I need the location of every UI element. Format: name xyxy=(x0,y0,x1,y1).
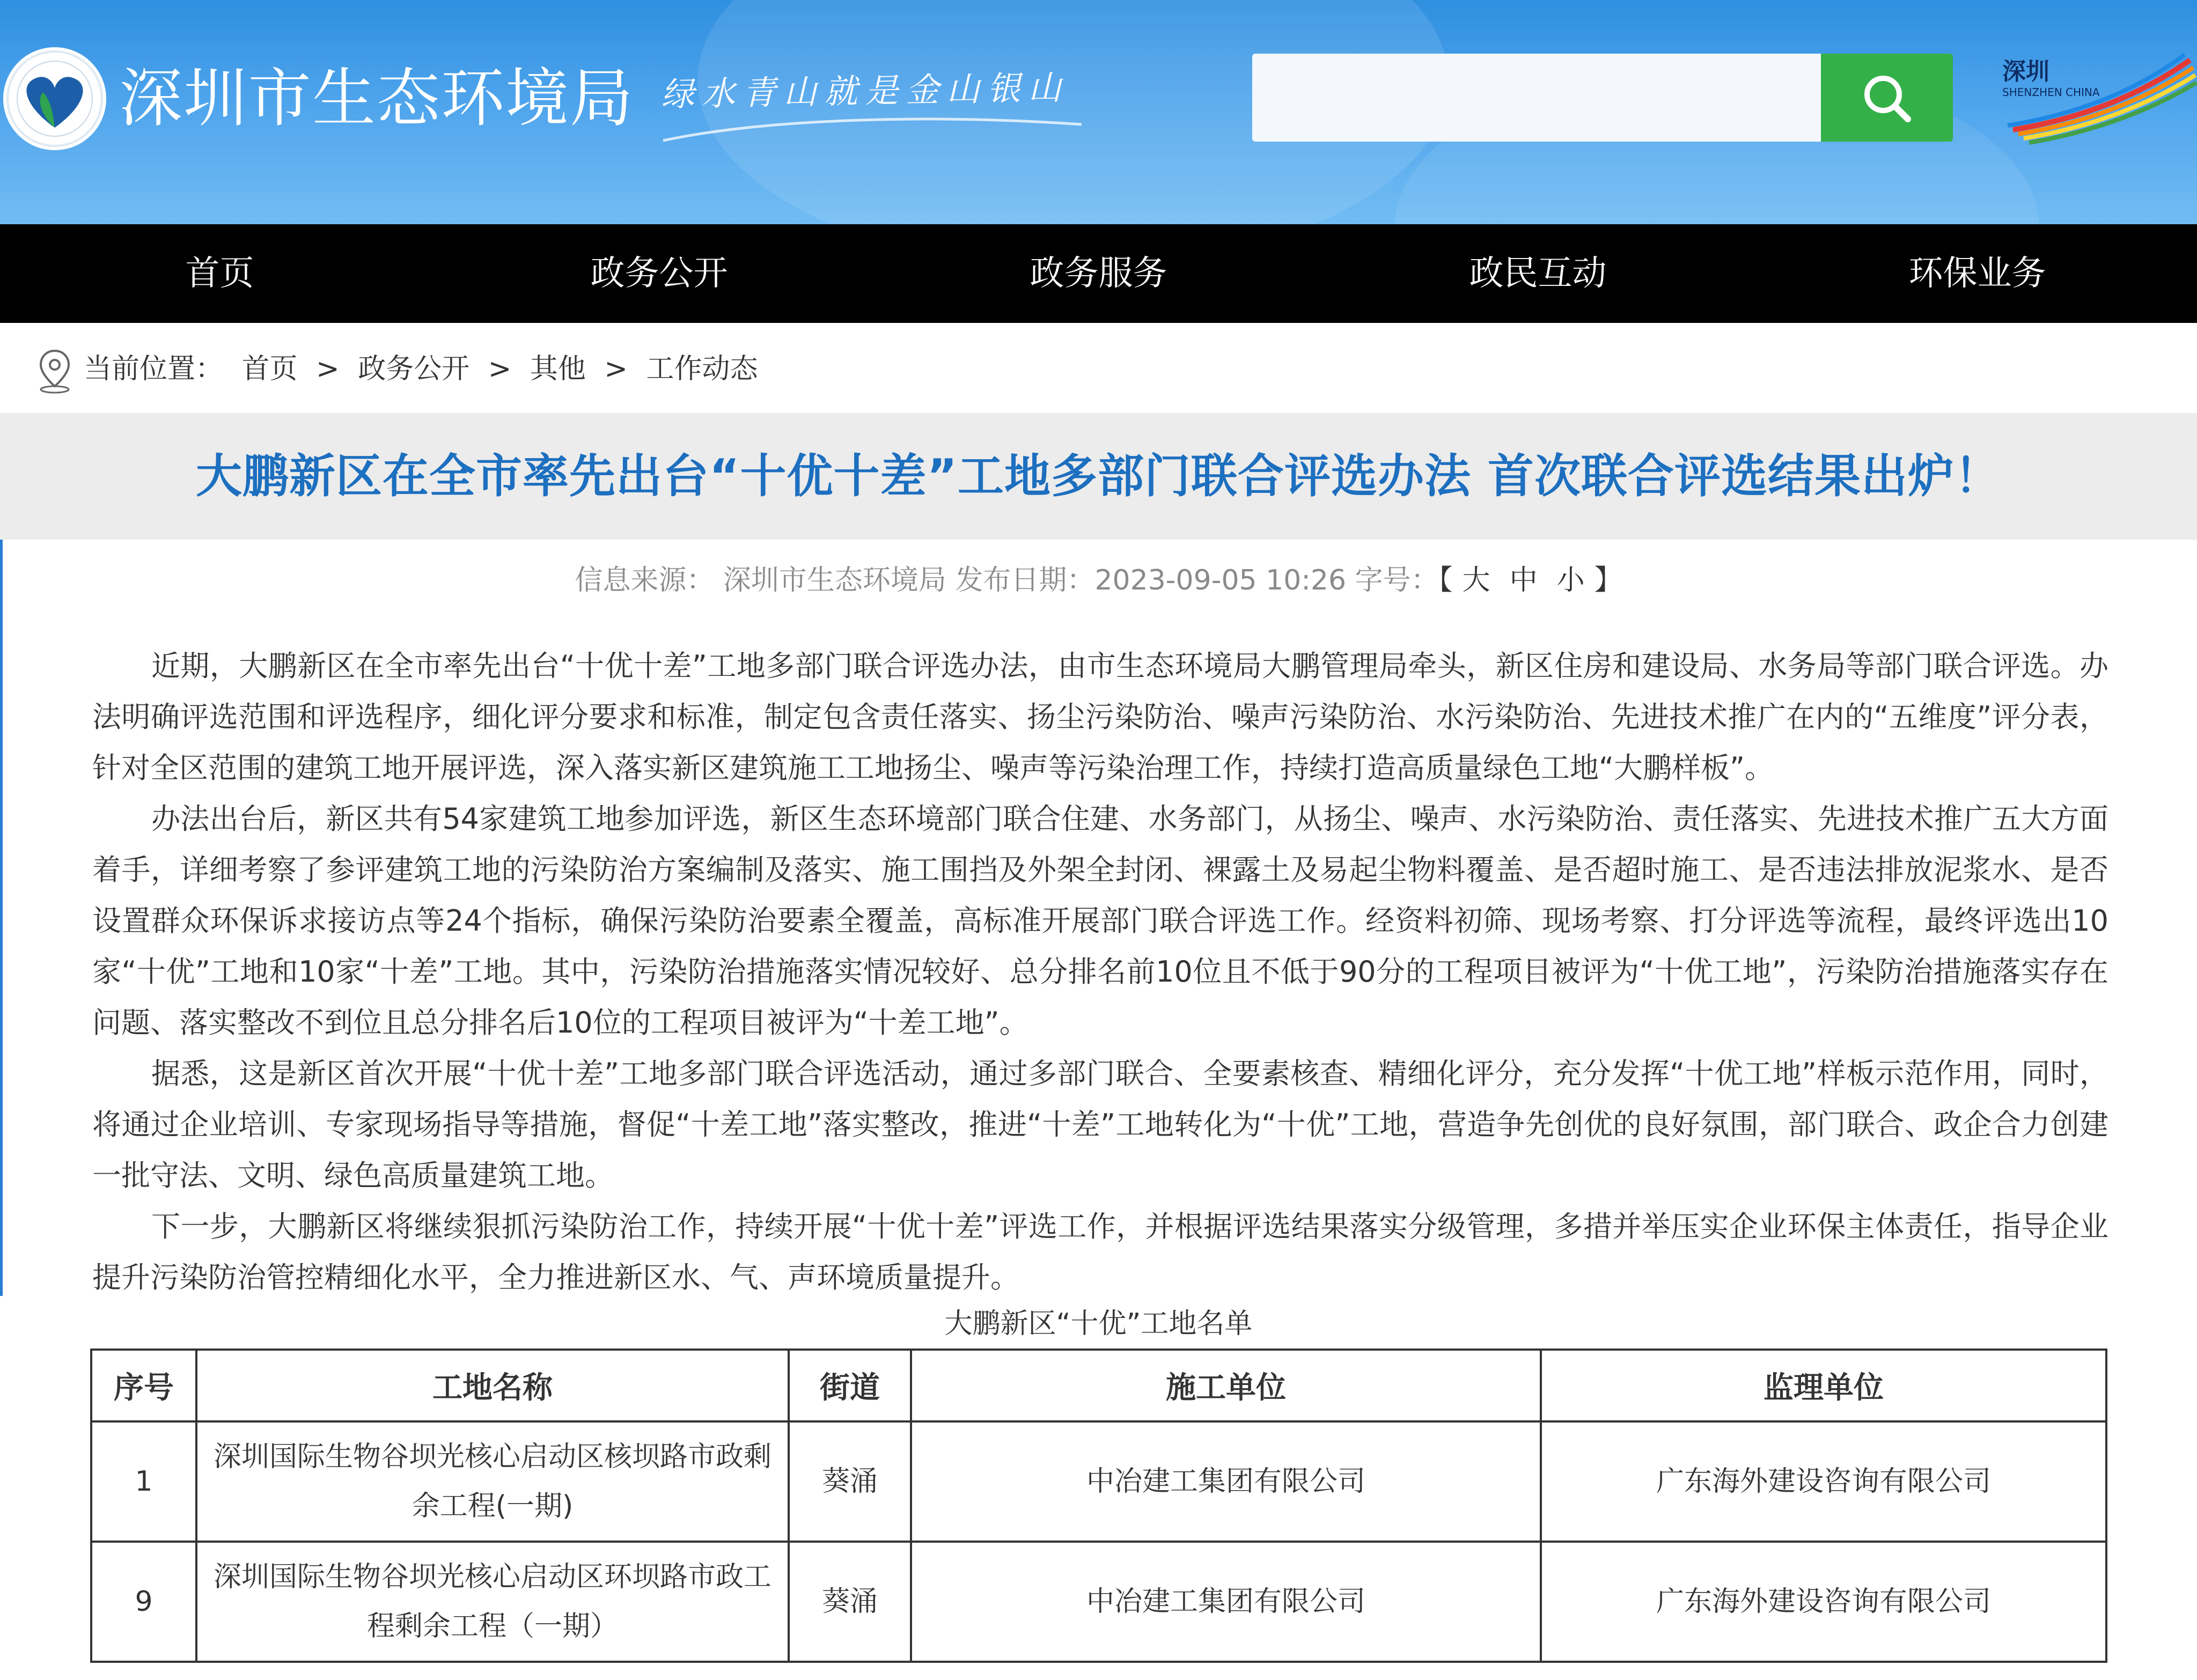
article-paragraph: 下一步，大鹏新区将继续狠抓污染防治工作，持续开展“十优十差”评选工作，并根据评选结果落实分级管理，多措并举压实企业环保主体责任，指导企业提升污染防治管控精细化水平，全力推进新区水、气、声环境质量提升。 xyxy=(92,1210,2108,1294)
column-header-site-name: 工地名称 xyxy=(196,1350,789,1421)
bracket-close: 】 xyxy=(1594,564,1622,596)
cell-index: 9 xyxy=(91,1542,196,1662)
breadcrumb-other[interactable]: 其他 xyxy=(530,353,586,385)
nav-item-home[interactable]: 首页 xyxy=(185,254,254,293)
font-size-medium[interactable]: 中 xyxy=(1509,564,1538,596)
source-value: 深圳市生态环境局 xyxy=(723,564,946,596)
city-logo-text: 深圳 xyxy=(2002,58,2049,85)
column-header-supervisor: 监理单位 xyxy=(1541,1350,2106,1421)
breadcrumb-trail xyxy=(84,348,758,390)
site-header xyxy=(0,0,2197,224)
cell-site-name: 深圳国际生物谷坝光核心启动区环坝路市政工程剩余工程（一期） xyxy=(196,1542,789,1662)
breadcrumb-gov-affairs-open[interactable]: 政务公开 xyxy=(358,353,470,385)
nav-item-env-business[interactable]: 环保业务 xyxy=(1908,254,2046,293)
article-title: 大鹏新区在全市率先出台“十优十差”工地多部门联合评选办法 首次联合评选结果出炉！ xyxy=(196,450,2001,503)
publish-date: 2023-09-05 10:26 xyxy=(1094,564,1347,596)
cell-contractor: 中冶建工集团有限公司 xyxy=(911,1542,1541,1662)
source-label: 信息来源： xyxy=(575,564,715,596)
main-nav xyxy=(0,224,2197,323)
breadcrumb-home[interactable]: 首页 xyxy=(241,353,298,385)
table-caption: 大鹏新区“十优”工地名单 xyxy=(944,1308,1253,1340)
title-band xyxy=(0,413,2197,540)
slogan: 绿水青山就是金山银山 xyxy=(660,68,1069,114)
article-paragraph: 近期，大鹏新区在全市率先出台“十优十差”工地多部门联合评选办法，由市生态环境局大鹏管理局牵头，新区住房和建设局、水务局等部门联合评选。办法明确评选范围和评选程序，细化评分要求和标准，制定包含责任落实、扬尘污染防治、噪声污染防治、水污染防治、先进技术推广在内的“五维度”评分表，针对全区范围的建筑工地开展评选，深入落实新区建筑施工工地扬尘、噪声等污染治理工作，持续打造高质量绿色工地“大鹏样板”。 xyxy=(92,649,2108,785)
city-logo-subtitle: SHENZHEN CHINA xyxy=(2002,86,2100,99)
bracket-open: 【 xyxy=(1438,564,1453,596)
breadcrumb-work-news[interactable]: 工作动态 xyxy=(646,353,758,385)
cell-contractor: 中冶建工集团有限公司 xyxy=(911,1421,1541,1542)
table-row xyxy=(91,1542,2106,1662)
site-title[interactable]: 深圳市生态环境局 xyxy=(119,61,635,135)
breadcrumb-separator: > xyxy=(488,353,512,385)
nav-item-gov-services[interactable]: 政务服务 xyxy=(1030,254,1167,293)
cell-street: 葵涌 xyxy=(789,1542,911,1662)
font-size-small[interactable]: 小 xyxy=(1556,564,1585,596)
cell-street: 葵涌 xyxy=(789,1421,911,1542)
search-input[interactable] xyxy=(1252,54,1821,142)
article-body xyxy=(92,640,2108,1303)
article-paragraph: 据悉，这是新区首次开展“十优十差”工地多部门联合评选活动，通过多部门联合、全要素核查、精细化评分，充分发挥“十优工地”样板示范作用，同时，将通过企业培训、专家现场指导等措施，督促“十差工地”落实整改，推进“十差”工地转化为“十优”工地，营造争先创优的良好氛围，部门联合、政企合力创建一批守法、文明、绿色高质量建筑工地。 xyxy=(92,1057,2108,1192)
breadcrumb-separator: > xyxy=(316,353,340,385)
cell-index: 1 xyxy=(91,1421,196,1542)
breadcrumb-label: 当前位置： xyxy=(84,353,224,385)
left-accent-bar xyxy=(0,540,3,1296)
article-paragraph: 办法出台后，新区共有54家建筑工地参加评选，新区生态环境部门联合住建、水务部门，从扬尘、噪声、水污染防治、责任落实、先进技术推广五大方面着手，详细考察了参评建筑工地的污染防治方案编制及落实、施工围挡及外架全封闭、裸露土及易起尘物料覆盖、是否超时施工、是否违法排放泥浆水、是否设置群众环保诉求接访点等24个指标，确保污染防治要素全覆盖，高标准开展部门联合评选工作。经资料初筛、现场考察、打分评选等流程，最终评选出10家“十优”工地和10家“十差”工地。其中，污染防治措施落实情况较好、总分排名前10位且不低于90分的工程项目被评为“十优工地”，污染防治措施落实存在问题、落实整改不到位且总分排名后10位的工程项目被评为“十差工地”。 xyxy=(92,802,2108,1040)
breadcrumb-separator: > xyxy=(604,353,628,385)
nav-item-gov-affairs-open[interactable]: 政务公开 xyxy=(590,254,728,293)
location-pin-icon xyxy=(35,347,74,395)
column-header-contractor: 施工单位 xyxy=(911,1350,1541,1421)
column-header-index: 序号 xyxy=(91,1350,196,1421)
breadcrumb xyxy=(0,323,2197,413)
heart-emblem-icon[interactable] xyxy=(3,47,106,150)
article-meta xyxy=(0,559,2197,602)
cell-supervisor: 广东海外建设咨询有限公司 xyxy=(1541,1542,2106,1662)
search-button[interactable] xyxy=(1821,54,1953,142)
slogan-swash xyxy=(658,114,1087,146)
column-header-street: 街道 xyxy=(789,1350,911,1421)
cell-site-name: 深圳国际生物谷坝光核心启动区核坝路市政剩余工程(一期) xyxy=(196,1421,789,1542)
shenzhen-city-logo xyxy=(1997,49,2197,146)
table-header-row xyxy=(91,1350,2106,1421)
font-size-large[interactable]: 大 xyxy=(1462,564,1490,596)
search-icon xyxy=(1858,70,1917,126)
date-label: 发布日期： xyxy=(955,564,1095,596)
nav-item-interaction[interactable]: 政民互动 xyxy=(1469,254,1607,293)
font-size-label: 字号： xyxy=(1355,564,1439,596)
cell-supervisor: 广东海外建设咨询有限公司 xyxy=(1541,1421,2106,1542)
top-ten-sites-table xyxy=(90,1349,2107,1663)
table-row xyxy=(91,1421,2106,1542)
